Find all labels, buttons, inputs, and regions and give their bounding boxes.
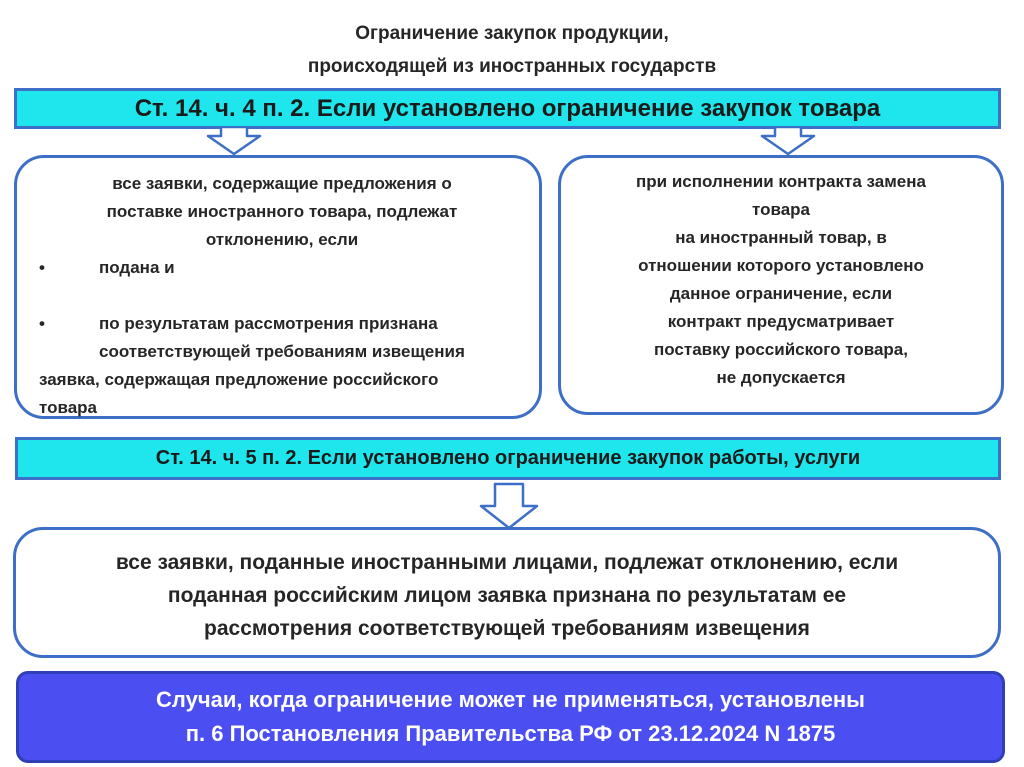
- right-line-6: контракт предусматривает: [667, 312, 895, 331]
- bullet-text-1: подана и: [99, 258, 175, 277]
- down-arrow-right-icon: [760, 126, 816, 156]
- down-arrow-center-icon: [478, 482, 540, 530]
- goods-foreign-bids-box: [14, 155, 542, 419]
- right-line-3: на иностранный товар, в: [675, 228, 887, 247]
- right-line-7: поставку российского товара,: [654, 340, 908, 359]
- right-line-1: при исполнении контракта замена: [636, 172, 926, 191]
- left-intro-line-3: отклонению, если: [205, 230, 359, 249]
- bullet-continuation-line: соответствующей требованиям извещения: [99, 342, 465, 361]
- title-line-2: происходящей из иностранных государств: [307, 56, 717, 77]
- exceptions-note-box: [16, 671, 1005, 763]
- down-arrow-left-icon: [206, 126, 262, 156]
- works-services-header: Ст. 14. ч. 5 п. 2. Если установлено ограничение закупок работы, услуги: [15, 437, 1001, 480]
- bullet-dot: •: [39, 258, 45, 277]
- left-tail-line-1: заявка, содержащая предложение российского: [39, 370, 439, 389]
- works-foreign-bids-box: [13, 527, 1001, 658]
- bottom-line-1: все заявки, поданные иностранными лицами, подлежат отклонению, если: [115, 551, 899, 574]
- right-line-8: не допускается: [716, 368, 846, 387]
- bottom-line-3: рассмотрения соответствующей требованиям извещения: [204, 617, 810, 640]
- bullet-item-2: [39, 310, 525, 338]
- title-line-1: Ограничение закупок продукции,: [355, 23, 669, 44]
- right-line-5: данное ограничение, если: [669, 284, 893, 303]
- bullet-item-1: [39, 254, 525, 282]
- contract-replacement-box: [558, 155, 1004, 415]
- right-line-4: отношении которого установлено: [638, 256, 924, 275]
- left-intro-line-2: поставке иностранного товара, подлежат: [106, 202, 458, 221]
- bullet-dot: •: [39, 314, 45, 333]
- slide-title: [0, 17, 1024, 83]
- final-line-2: п. 6 Постановления Правительства РФ от 23.12.2024 N 1875: [185, 721, 836, 746]
- final-line-1: Случаи, когда ограничение может не применяться, установлены: [156, 687, 865, 712]
- left-intro-line-1: все заявки, содержащие предложения о: [112, 174, 452, 193]
- left-tail-line-2: товара: [39, 398, 98, 417]
- right-line-2: товара: [751, 200, 810, 219]
- bottom-line-2: поданная российским лицом заявка признана по результатам ее: [167, 584, 847, 607]
- bullet-text-2: по результатам рассмотрения признана: [99, 314, 438, 333]
- bullet-spacer: [39, 282, 525, 310]
- goods-restriction-header: Ст. 14. ч. 4 п. 2. Если установлено ограничение закупок товара: [14, 88, 1001, 129]
